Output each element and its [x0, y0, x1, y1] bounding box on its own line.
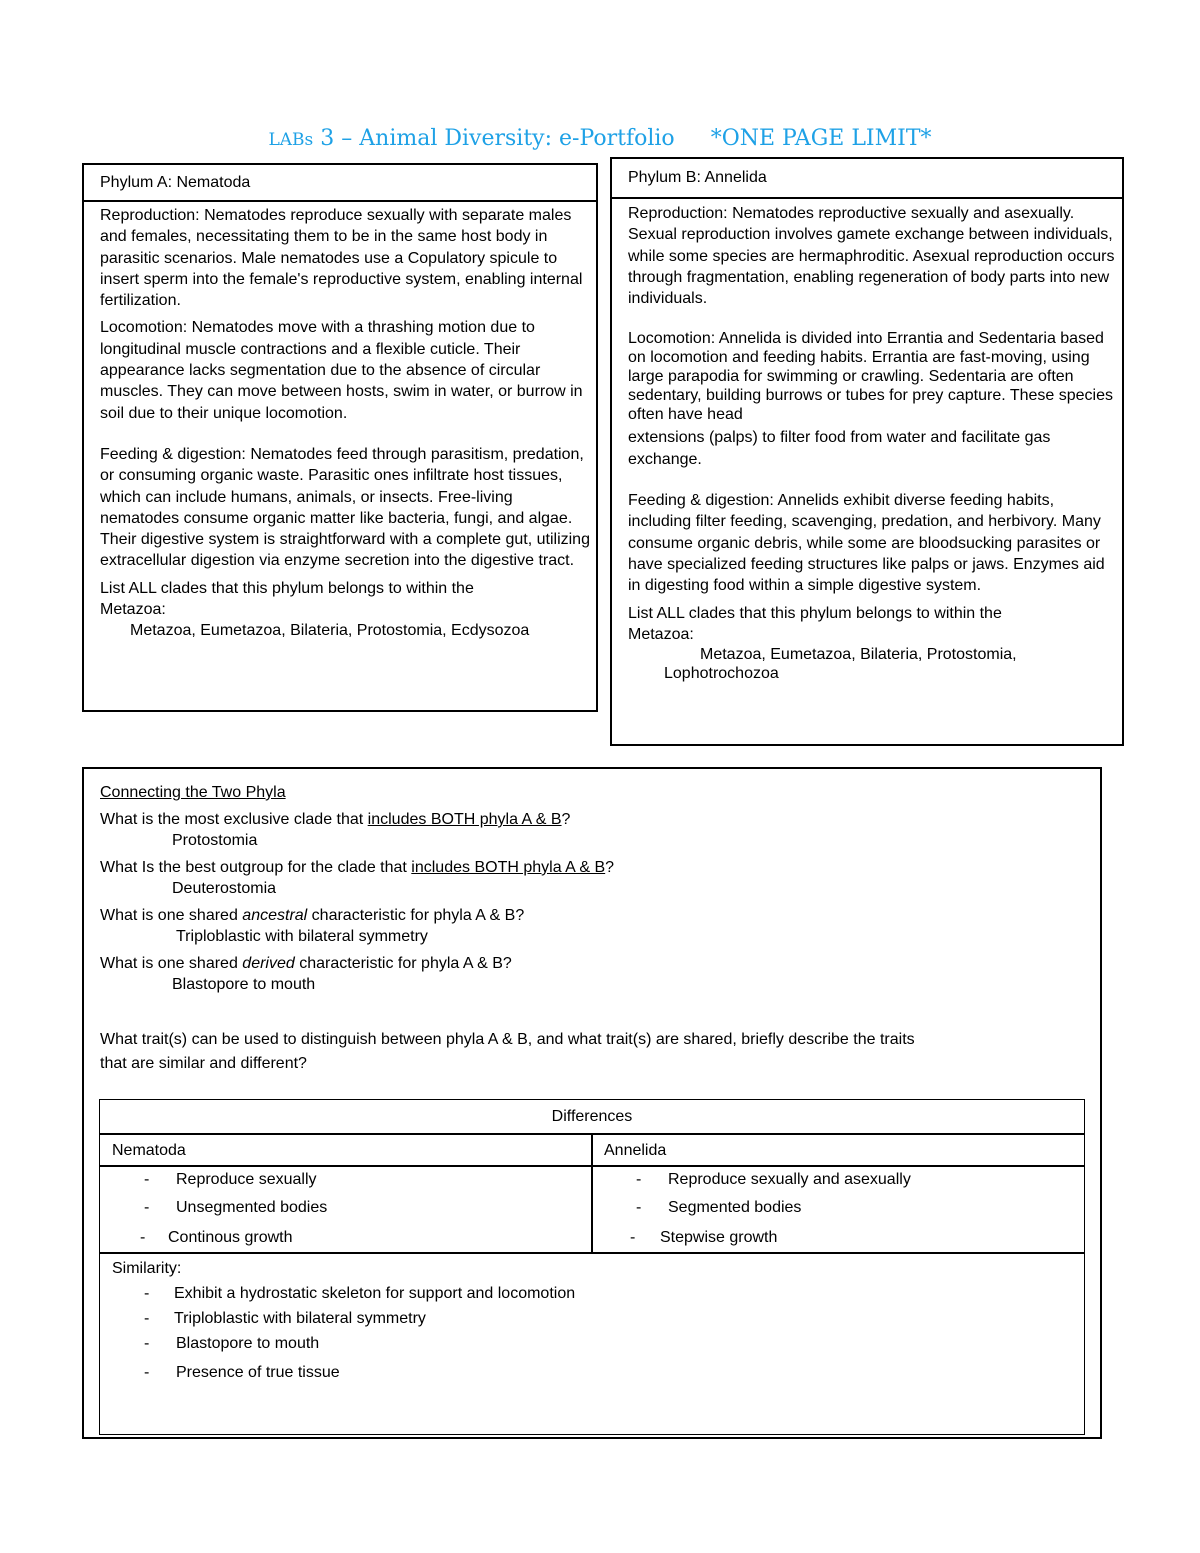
answer-shared-ancestral: Triploblastic with bilateral symmetry — [176, 928, 428, 945]
phylum-b-feeding: Feeding & digestion: Annelids exhibit diverse feeding habits, including filter feeding, scavenging, predation, and herbivory. Many consume organic debris, while some are bloodsucking parasites or have specialized feeding structures like palps or jaws. Enzymes aid in digesting food within a simple digestive system. — [628, 492, 1105, 595]
column-header-nematoda: Nematoda — [112, 1142, 186, 1159]
phylum-b-header-text: Phylum B: Annelida — [628, 169, 767, 186]
phylum-b-locomotion: Locomotion: Annelida is divided into Errantia and Sedentaria based on locomotion and feeding habits. Errantia are fast-moving, using large parapodia for swimming or crawling. Sedentaria are often sedentary, building burrows or tubes for prey capture. These species often have head — [628, 330, 1113, 424]
column-header-annelida: Annelida — [604, 1142, 667, 1159]
connecting-questions — [100, 782, 1090, 1076]
phylum-a-clades-answer: Metazoa, Eumetazoa, Bilateria, Protostomia, Ecdysozoa — [130, 622, 530, 640]
answer-most-exclusive-clade: Protostomia — [172, 832, 258, 849]
phylum-b-reproduction: Reproduction: Nematodes reproductive sexually and asexually. Sexual reproduction involves gamete exchange between individuals, while some species are hermaphroditic. Asexual reproduction occurs through fragmentation, enabling regeneration of body parts into new individuals. — [628, 205, 1115, 308]
phylum-a-locomotion: Locomotion: Nematodes move with a thrashing motion due to longitudinal muscle contractions and a flexible cuticle. Their appearance lacks segmentation due to the absence of circular muscles. They can move between hosts, swim in water, or burrow in soil due to their unique locomotion. — [100, 319, 583, 422]
phylum-a-header — [84, 165, 596, 202]
page-title — [0, 126, 1200, 151]
phylum-a-clades-question: List ALL clades that this phylum belongs to within the Metazoa: — [100, 579, 474, 619]
connecting-heading: Connecting the Two Phyla — [100, 784, 286, 801]
phylum-b-locomotion-cont: extensions (palps) to filter food from water and facilitate gas exchange. — [628, 429, 1051, 468]
list-item-similarity-2: - Triploblastic with bilateral symmetry — [144, 1310, 426, 1327]
title-main: 3 – Animal Diversity: e-Portfolio — [320, 126, 675, 151]
question-distinguish-line2: that are similar and different? — [100, 1055, 307, 1072]
question-most-exclusive-clade: What is the most exclusive clade that includes BOTH phyla A & B? — [100, 811, 571, 828]
list-item-nematoda-1: - Reproduce sexually — [144, 1171, 317, 1188]
phylum-a-box — [82, 163, 598, 712]
question-shared-ancestral: What is one shared ancestral characteristic for phyla A & B? — [100, 907, 525, 924]
question-distinguish-line1: What trait(s) can be used to distinguish between phyla A & B, and what trait(s) are shared, briefly describe the traits — [100, 1031, 915, 1048]
phylum-b-clades-answer-1: Metazoa, Eumetazoa, Bilateria, Protostomia, — [700, 646, 1017, 664]
list-item-similarity-4: - Presence of true tissue — [144, 1364, 340, 1381]
traits-table — [99, 1099, 1085, 1435]
answer-best-outgroup: Deuterostomia — [172, 880, 277, 897]
list-item-similarity-1: - Exhibit a hydrostatic skeleton for support and locomotion — [144, 1285, 576, 1302]
phylum-a-reproduction: Reproduction: Nematodes reproduce sexually with separate males and females, necessitating them to be in the same host body in parasitic scenarios. Male nematodes use a Copulatory spicule to insert sperm into the female's reproductive system, enabling internal fertilization. — [100, 207, 583, 310]
title-labs: LABs — [268, 130, 314, 150]
phylum-a-feeding: Feeding & digestion: Nematodes feed through parasitism, predation, or consuming organic waste. Parasitic ones infiltrate host tissues, which can include humans, animals, or insects. Free-living nematodes consume organic matter like bacteria, fungi, and algae. Their digestive system is straightforward with a complete gut, utilizing extracellular digestion via enzyme secretion into the digestive tract. — [100, 445, 590, 570]
answer-shared-derived: Blastopore to mouth — [172, 976, 316, 993]
phylum-b-header — [612, 159, 1122, 199]
question-best-outgroup: What Is the best outgroup for the clade that includes BOTH phyla A & B? — [100, 859, 615, 876]
phylum-b-clades-answer-2: Lophotrochozoa — [664, 665, 779, 683]
question-shared-derived: What is one shared derived characteristic for phyla A & B? — [100, 955, 512, 972]
list-item-nematoda-3: - Continous growth — [140, 1229, 293, 1246]
differences-header: Differences — [551, 1108, 633, 1125]
similarity-label: Similarity: — [112, 1260, 182, 1277]
list-item-annelida-1: - Reproduce sexually and asexually — [636, 1171, 911, 1188]
phylum-a-header-text: Phylum A: Nematoda — [100, 173, 251, 191]
list-item-nematoda-2: - Unsegmented bodies — [144, 1199, 328, 1216]
phylum-a-body — [100, 205, 590, 642]
phylum-b-box — [610, 157, 1124, 746]
phylum-b-clades-question: List ALL clades that this phylum belongs to within the Metazoa: — [628, 604, 1002, 643]
title-page-limit: *ONE PAGE LIMIT* — [710, 126, 932, 151]
phylum-b-body — [628, 203, 1116, 683]
list-item-annelida-2: - Segmented bodies — [636, 1199, 802, 1216]
list-item-similarity-3: - Blastopore to mouth — [144, 1335, 320, 1352]
list-item-annelida-3: - Stepwise growth — [630, 1229, 778, 1246]
